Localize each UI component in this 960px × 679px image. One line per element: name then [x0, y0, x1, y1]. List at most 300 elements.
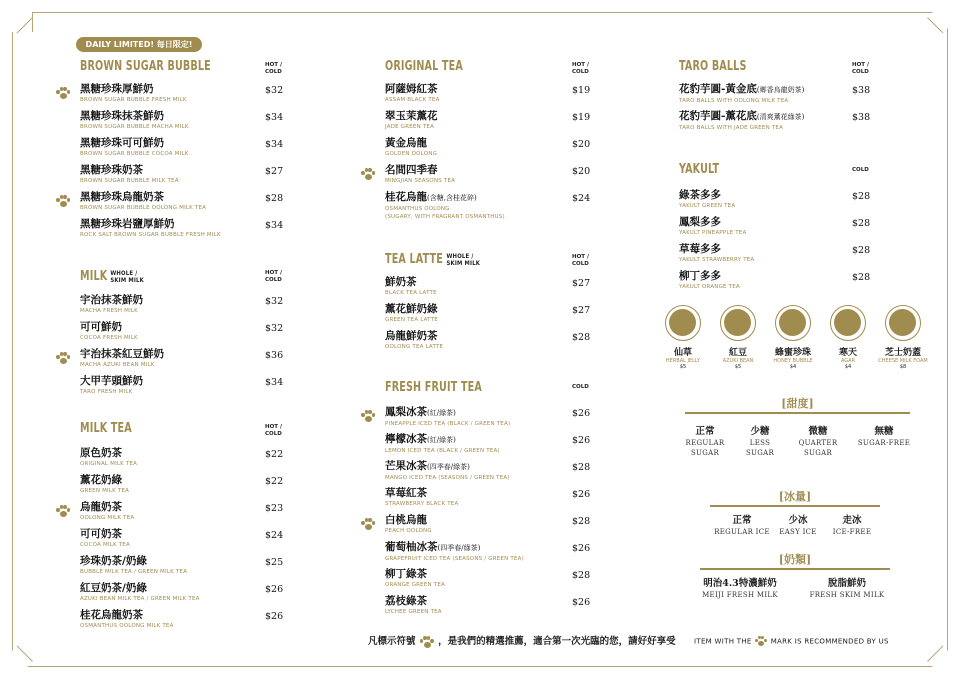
item-name-en: LYCHEE GREEN TEA — [385, 609, 442, 615]
item-name-en: BROWN SUGAR BUBBLE FRESH MILK — [80, 97, 187, 103]
item-price: $28 — [572, 332, 591, 343]
item-name-zh — [385, 303, 438, 316]
cold-label: COLD — [852, 167, 869, 173]
item-name-zh — [385, 164, 455, 177]
option-name-en: REGULAR SUGAR — [685, 439, 725, 457]
item-price: $38 — [852, 112, 871, 123]
section-title — [385, 252, 480, 267]
paw-icon — [360, 168, 376, 182]
item-name-zh — [80, 447, 137, 460]
footer-zh-post: ，是我們的精選推薦，適合第一次光臨的您，請好好享受 — [438, 636, 676, 647]
item-name-zh-text: 烏龍鮮奶茶 — [385, 330, 438, 342]
topping-label — [655, 345, 711, 370]
item-name-zh-text: 翠玉茉薰花 — [385, 110, 438, 122]
item-price: $34 — [265, 112, 284, 123]
section-title — [385, 59, 463, 74]
item-name-zh — [80, 321, 138, 334]
item-name-zh — [385, 276, 437, 289]
item-name-zh — [80, 164, 179, 177]
menu-item — [80, 582, 200, 603]
topping-name-en: AZUKI BEAN — [722, 358, 754, 364]
item-name-zh-text: 薰花鮮奶綠 — [385, 303, 438, 315]
topping-label — [765, 345, 821, 370]
item-name-zh-text: 柳丁多多 — [679, 270, 721, 282]
paw-icon — [754, 636, 768, 647]
item-name-en: STRAWBERRY BLACK TEA — [385, 501, 459, 507]
item-name-en: GREEN MILK TEA — [80, 488, 130, 494]
option-name-en: QUARTER SUGAR — [798, 439, 838, 457]
menu-item — [385, 303, 438, 324]
menu-item — [80, 191, 206, 212]
menu-item — [679, 83, 804, 105]
menu-item — [80, 528, 130, 549]
item-name-en: PEACH OOLONG — [385, 528, 432, 534]
item-name-zh — [385, 110, 438, 123]
item-price: $32 — [265, 323, 284, 334]
option-name-en: REGULAR ICE — [714, 528, 770, 536]
item-price: $27 — [572, 278, 591, 289]
herbal-jelly-icon — [665, 305, 701, 341]
topping-name-zh: 寒天 — [838, 348, 857, 358]
footer-note-en — [694, 636, 889, 647]
option-divider — [700, 568, 890, 570]
menu-item — [385, 568, 445, 589]
item-price: $28 — [852, 218, 871, 229]
item-price: $20 — [572, 166, 591, 177]
menu-item — [385, 330, 443, 351]
cheese-foam-icon — [885, 305, 921, 341]
hot-cold-label: HOT / COLD — [572, 254, 589, 267]
item-name-en: ROCK SALT BROWN SUGAR BUBBLE FRESH MILK — [80, 232, 221, 238]
item-name-zh-text: 名間四季春 — [385, 164, 438, 176]
item-name-zh — [385, 541, 524, 555]
section-title — [385, 380, 482, 395]
item-name-zh — [679, 83, 804, 97]
menu-item — [80, 501, 134, 522]
item-name-zh-text: 草莓多多 — [679, 243, 721, 255]
item-name-zh — [385, 514, 432, 527]
menu-item — [80, 609, 174, 630]
item-name-zh — [80, 501, 134, 514]
paw-icon — [419, 636, 435, 648]
item-name-en: GRAPEFRUIT ICED TEA (SEASONS / GREEN TEA) — [385, 556, 524, 562]
option-name-en: SUGAR-FREE — [857, 439, 911, 447]
topping-label — [820, 345, 876, 370]
section-title — [679, 162, 719, 177]
option-name-zh: 走冰 — [842, 515, 862, 526]
item-name-zh — [80, 528, 130, 541]
item-name-zh-text: 白桃烏龍 — [385, 514, 427, 526]
section-subtitle: WHOLE / SKIM MILK — [446, 252, 480, 267]
menu-item — [385, 191, 505, 221]
item-price: $23 — [265, 503, 284, 514]
section-title — [679, 59, 747, 74]
item-name-zh-text: 黑糖珍珠奶茶 — [80, 164, 143, 176]
topping-price: $4 — [844, 364, 852, 370]
topping-label — [875, 345, 931, 370]
hot-cold-label: HOT / COLD — [265, 62, 282, 75]
item-price: $26 — [572, 435, 591, 446]
menu-item — [80, 164, 179, 185]
hot-cold-label: HOT / COLD — [265, 270, 282, 283]
item-name-zh-text: 鮮奶茶 — [385, 276, 417, 288]
item-price: $26 — [265, 611, 284, 622]
topping-name-en: CHEESE MILK FOAM — [878, 358, 928, 364]
option-name-en: ICE-FREE — [832, 528, 872, 536]
topping-price: $5 — [734, 364, 742, 370]
item-price: $28 — [572, 516, 591, 527]
item-price: $34 — [265, 139, 284, 150]
item-name-en: BROWN SUGAR BUBBLE MILK TEA — [80, 178, 179, 184]
item-name-note: (紅/綠茶) — [427, 409, 456, 417]
paw-icon — [55, 352, 71, 366]
item-price: $26 — [265, 584, 284, 595]
item-name-en: GREEN TEA LATTE — [385, 317, 438, 323]
item-name-en: LEMON ICED TEA (BLACK / GREEN TEA) — [385, 448, 500, 454]
topping-name-en: HONEY BUBBLE — [773, 358, 813, 364]
topping-price: $5 — [679, 364, 687, 370]
option-name-en: EASY ICE — [779, 528, 817, 536]
option-item — [700, 578, 780, 600]
item-price: $26 — [572, 597, 591, 608]
item-name-zh-text: 可可鮮奶 — [80, 321, 122, 333]
option-item — [807, 578, 887, 600]
item-name-zh — [80, 83, 187, 96]
option-heading: [冰量] — [778, 490, 812, 503]
section-subtitle: WHOLE / SKIM MILK — [110, 269, 145, 284]
item-name-zh-text: 綠茶多多 — [679, 189, 721, 201]
menu-item — [385, 406, 510, 428]
item-name-note: (清爽薰花綠茶) — [756, 113, 805, 121]
item-name-en: MANGO ICED TEA (SEASONS / GREEN TEA) — [385, 475, 510, 481]
item-name-zh-text: 珍珠奶茶/奶綠 — [80, 555, 147, 567]
item-price: $28 — [572, 570, 591, 581]
item-name-zh — [80, 609, 174, 622]
item-name-zh-text: 荔枝綠茶 — [385, 595, 427, 607]
hot-cold-label: HOT / COLD — [265, 424, 282, 437]
item-name-zh — [385, 595, 442, 608]
item-name-en: YAKULT PINEAPPLE TEA — [679, 230, 747, 236]
paw-icon — [55, 195, 71, 209]
option-name-zh: 正常 — [732, 515, 752, 526]
item-name-en-note: (SUGARY, WITH FRAGRANT OSMANTHUS) — [385, 214, 505, 220]
item-name-zh — [80, 348, 164, 361]
paw-icon — [55, 505, 71, 519]
item-name-zh-text: 檸檬冰茶 — [385, 433, 427, 445]
item-price: $28 — [852, 191, 871, 202]
item-price: $19 — [572, 85, 591, 96]
item-name-en: YAKULT ORANGE TEA — [679, 284, 740, 290]
topping-price: $8 — [899, 364, 907, 370]
hot-cold-label: HOT / COLD — [572, 62, 589, 75]
item-price: $28 — [852, 245, 871, 256]
item-name-en: ORANGE GREEN TEA — [385, 582, 445, 588]
item-name-zh-text: 薰花奶綠 — [80, 474, 122, 486]
item-name-en: COCOA FRESH MILK — [80, 335, 138, 341]
item-name-en: MACHA AZUKI BEAN MILK — [80, 362, 155, 368]
option-heading: [奶類] — [778, 553, 812, 566]
item-name-zh-text: 阿薩姆紅茶 — [385, 83, 438, 95]
section-title-text: MILK TEA — [80, 421, 132, 436]
item-name-en: OSMANTHUS OOLONG MILK TEA — [80, 623, 174, 629]
item-name-zh — [385, 191, 505, 205]
item-name-zh-text: 花豹芋圓-薰花底 — [679, 110, 757, 122]
menu-item — [385, 137, 437, 158]
footer-en-post: MARK IS RECOMMENDED BY US — [770, 637, 889, 646]
menu-item — [80, 83, 187, 104]
topping-name-zh: 紅豆 — [728, 348, 747, 358]
item-name-note: (鄉香烏龍奶茶) — [756, 86, 805, 94]
item-name-zh-text: 柳丁綠茶 — [385, 568, 427, 580]
paw-icon — [55, 87, 71, 101]
footer-en-pre: ITEM WITH THE — [694, 637, 752, 646]
item-price: $26 — [572, 543, 591, 554]
cold-label: COLD — [572, 384, 589, 390]
item-name-zh — [80, 582, 200, 595]
item-name-zh-text: 可可奶茶 — [80, 528, 122, 540]
item-name-zh — [385, 460, 510, 474]
section-title-text: FRESH FRUIT TEA — [385, 380, 482, 395]
item-name-note: (四季春/綠茶) — [427, 463, 470, 471]
item-name-en: BROWN SUGAR BUBBLE MACHA MILK — [80, 124, 189, 130]
item-name-zh-text: 鳳梨多多 — [679, 216, 721, 228]
section-title-text: ORIGINAL TEA — [385, 59, 463, 74]
menu-item — [385, 460, 510, 482]
section-title — [80, 59, 211, 74]
menu-item — [385, 595, 442, 616]
item-name-zh-text: 桂花烏龍奶茶 — [80, 609, 143, 621]
menu-item — [385, 276, 437, 297]
item-name-zh — [679, 243, 754, 256]
azuki-bean-icon — [720, 305, 756, 341]
herbal-jelly-icon-fill — [669, 309, 696, 336]
item-name-zh — [385, 406, 510, 420]
item-price: $27 — [572, 305, 591, 316]
item-name-zh — [385, 330, 443, 343]
menu-item — [679, 270, 740, 291]
item-price: $28 — [572, 462, 591, 473]
item-name-note: (紅/綠茶) — [427, 436, 456, 444]
item-name-zh — [679, 189, 735, 202]
option-divider — [710, 505, 880, 507]
topping-label — [710, 345, 766, 370]
item-name-en: OSMANTHUS OOLONG — [385, 206, 450, 212]
menu-item — [80, 555, 187, 576]
item-name-en: BUBBLE MILK TEA / GREEN MILK TEA — [80, 569, 188, 575]
menu-item — [80, 447, 137, 468]
item-name-en: OOLONG TEA LATTE — [385, 344, 444, 350]
item-name-en: YAKULT STRAWBERRY TEA — [679, 257, 755, 263]
item-price: $24 — [572, 193, 591, 204]
item-name-en: MACHA FRESH MILK — [80, 308, 138, 314]
option-name-zh: 無糖 — [874, 426, 894, 437]
item-name-zh-text: 黃金烏龍 — [385, 137, 427, 149]
option-divider — [685, 412, 910, 414]
item-name-zh-text: 黑糖珍珠岩鹽厚鮮奶 — [80, 218, 175, 230]
item-name-zh-text: 芒果冰茶 — [385, 460, 427, 472]
section-title-text: BROWN SUGAR BUBBLE — [80, 59, 211, 74]
option-item — [812, 515, 892, 537]
section-title-text: TEA LATTE — [385, 252, 443, 267]
item-price: $24 — [265, 530, 284, 541]
item-price: $32 — [265, 85, 284, 96]
item-name-zh-text: 黑糖珍珠可可鮮奶 — [80, 137, 164, 149]
item-price: $38 — [852, 85, 871, 96]
footer-note-zh — [368, 633, 676, 648]
agar-icon-fill — [834, 309, 861, 336]
menu-item — [80, 474, 129, 495]
option-name-zh: 微糖 — [808, 426, 828, 437]
option-name-en: FRESH SKIM MILK — [809, 591, 885, 599]
item-name-zh-text: 黑糖珍珠厚鮮奶 — [80, 83, 154, 95]
menu-item — [80, 348, 164, 369]
item-name-zh — [679, 270, 740, 283]
item-name-en: AZUKI BEAN MILK TEA / GREEN MILK TEA — [80, 596, 200, 602]
item-name-zh — [679, 110, 804, 124]
item-price: $34 — [265, 220, 284, 231]
section-title-text: MILK — [80, 269, 108, 284]
option-name-zh: 正常 — [695, 426, 715, 437]
item-name-zh-text: 草莓紅茶 — [385, 487, 427, 499]
menu-item — [385, 164, 455, 185]
menu-item — [679, 189, 735, 210]
item-name-en: TARO BALLS WITH OOLONG MILK TEA — [679, 98, 789, 104]
section-title — [80, 421, 132, 436]
option-heading: [甜度] — [781, 397, 814, 410]
item-name-en: BLACK TEA LATTE — [385, 290, 437, 296]
option-name-en: LESS SUGAR — [745, 439, 775, 457]
option-name-en: MEIJI FRESH MILK — [702, 591, 778, 599]
item-name-note: (含糖,含桂花碎) — [427, 194, 477, 202]
hot-cold-label: HOT / COLD — [852, 62, 869, 75]
item-name-en: PINEAPPLE ICED TEA (BLACK / GREEN TEA) — [385, 421, 511, 427]
item-price: $34 — [265, 377, 284, 388]
agar-icon — [830, 305, 866, 341]
menu-item — [80, 375, 143, 396]
item-price: $22 — [265, 449, 284, 460]
item-price: $25 — [265, 557, 284, 568]
menu-item — [80, 137, 189, 158]
menu-item — [80, 110, 189, 131]
item-price: $26 — [572, 408, 591, 419]
option-name-zh: 明治4.3特濃鮮奶 — [703, 578, 777, 589]
item-name-zh — [80, 137, 189, 150]
azuki-bean-icon-fill — [724, 309, 751, 336]
item-name-en: JADE GREEN TEA — [385, 124, 435, 130]
menu-item — [80, 321, 138, 342]
cheese-foam-icon-fill — [889, 309, 916, 336]
item-name-zh-text: 黑糖珍珠烏龍奶茶 — [80, 191, 164, 203]
item-price: $28 — [265, 193, 284, 204]
topping-name-en: HERBAL JELLY — [665, 358, 701, 364]
item-name-zh-text: 大甲芋頭鮮奶 — [80, 375, 143, 387]
item-name-zh — [385, 433, 500, 447]
menu-item — [80, 294, 143, 315]
menu-item — [385, 83, 440, 104]
item-name-zh — [385, 487, 458, 500]
item-name-en: ORIGINAL MILK TEA — [80, 461, 138, 467]
item-name-en: ASSAM BLACK TEA — [385, 97, 440, 103]
item-price: $19 — [572, 112, 591, 123]
item-price: $32 — [265, 296, 284, 307]
item-name-zh-text: 葡萄柚冰茶 — [385, 541, 438, 553]
item-price: $26 — [572, 489, 591, 500]
item-price: $28 — [852, 272, 871, 283]
section-title — [80, 269, 145, 284]
menu-item — [385, 110, 438, 131]
item-price: $36 — [265, 350, 284, 361]
item-name-zh-text: 黑糖珍珠抹茶鮮奶 — [80, 110, 164, 122]
menu-item — [80, 218, 221, 239]
item-name-en: BROWN SUGAR BUBBLE COCOA MILK — [80, 151, 189, 157]
item-name-zh — [80, 110, 189, 123]
item-name-zh-text: 原色奶茶 — [80, 447, 122, 459]
topping-price: $4 — [789, 364, 797, 370]
item-price: $20 — [572, 139, 591, 150]
topping-name-zh: 仙草 — [673, 348, 692, 358]
item-name-zh-text: 烏龍奶茶 — [80, 501, 122, 513]
item-name-zh — [80, 294, 143, 307]
item-name-zh — [385, 137, 437, 150]
item-name-zh — [80, 474, 129, 487]
item-name-zh — [679, 216, 746, 229]
item-name-zh — [80, 555, 187, 568]
paw-icon — [360, 518, 376, 532]
footer-zh-pre: 凡標示符號 — [368, 636, 416, 647]
item-name-zh-text: 宇治抹茶鮮奶 — [80, 294, 143, 306]
item-name-en: COCOA MILK TEA — [80, 542, 130, 548]
item-name-zh-text: 桂花烏龍 — [385, 191, 427, 203]
section-title-text: TARO BALLS — [679, 59, 747, 74]
section-title-text: YAKULT — [679, 162, 720, 177]
item-name-zh — [80, 218, 221, 231]
daily-limited-badge: DAILY LIMITED! 每日限定! — [76, 37, 202, 52]
paw-icon — [360, 410, 376, 424]
item-price: $22 — [265, 476, 284, 487]
item-name-zh-text: 鳳梨冰茶 — [385, 406, 427, 418]
item-name-en: BROWN SUGAR BUBBLE OOLONG MILK TEA — [80, 205, 207, 211]
item-name-note: (四季春/綠茶) — [437, 544, 481, 552]
menu-item — [679, 243, 754, 264]
item-name-zh-text: 花豹芋圓-黃金底 — [679, 83, 757, 95]
topping-name-en: AGAR — [840, 358, 856, 364]
item-name-en: TARO BALLS WITH JADE GREEN TEA — [679, 125, 784, 131]
item-price: $27 — [265, 166, 284, 177]
item-name-zh — [80, 375, 143, 388]
menu-item — [679, 216, 746, 237]
item-name-zh — [385, 83, 440, 96]
item-name-zh — [385, 568, 445, 581]
honey-bubble-icon-fill — [779, 309, 806, 336]
option-item — [844, 426, 924, 448]
item-name-en: TARO FRESH MILK — [80, 389, 133, 395]
item-name-en: MINGJIAN SEASONS TEA — [385, 178, 456, 184]
item-name-en: OOLONG MILK TEA — [80, 515, 135, 521]
menu-item — [385, 514, 432, 535]
menu-item — [385, 541, 524, 563]
option-name-zh: 少糖 — [750, 426, 770, 437]
option-name-zh: 少冰 — [788, 515, 808, 526]
menu-item — [679, 110, 804, 132]
item-name-en: GOLDEN OOLONG — [385, 151, 438, 157]
item-name-zh-text: 宇治抹茶紅豆鮮奶 — [80, 348, 164, 360]
topping-name-zh: 蜂蜜珍珠 — [774, 348, 811, 358]
option-name-zh: 脫脂鮮奶 — [827, 578, 866, 589]
menu-item — [385, 433, 500, 455]
honey-bubble-icon — [775, 305, 811, 341]
item-name-en: YAKULT GREEN TEA — [679, 203, 736, 209]
item-name-zh — [80, 191, 206, 204]
